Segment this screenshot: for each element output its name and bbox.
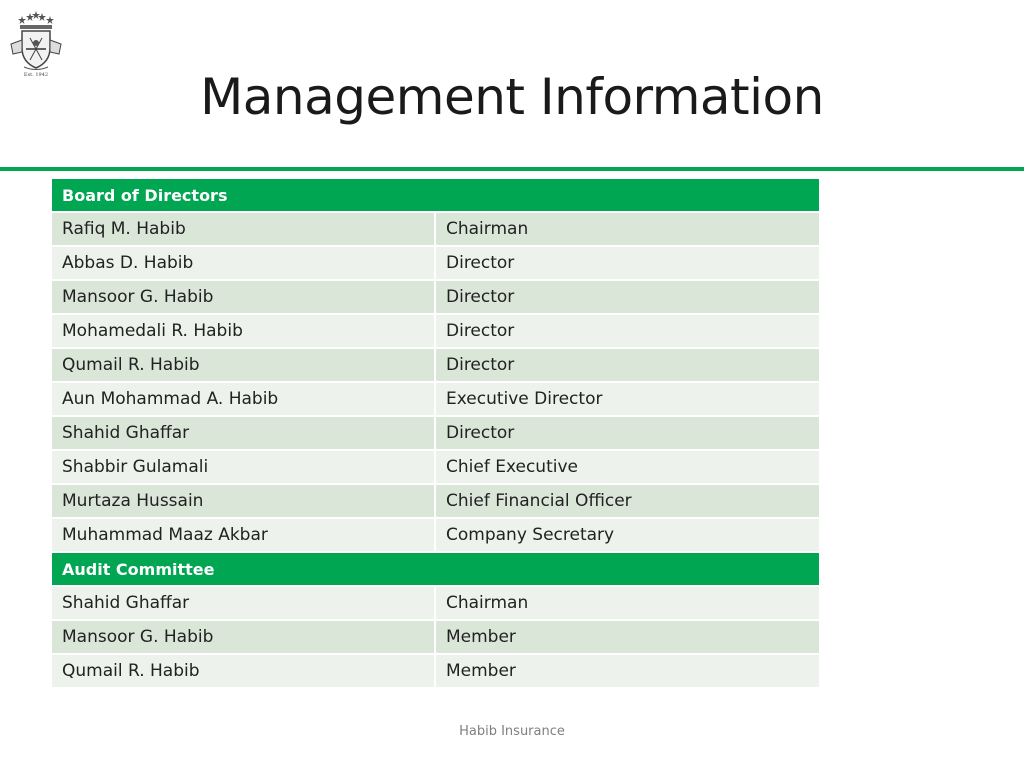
table-row <box>52 485 819 519</box>
section-header-audit <box>52 553 819 587</box>
member-role: Chief Executive <box>436 451 819 485</box>
member-role: Company Secretary <box>436 519 819 553</box>
member-role: Executive Director <box>436 383 819 417</box>
member-name: Shahid Ghaffar <box>52 587 436 621</box>
member-role: Director <box>436 281 819 315</box>
member-name: Mansoor G. Habib <box>52 621 436 655</box>
table-row <box>52 383 819 417</box>
management-table <box>52 179 819 689</box>
table-row <box>52 587 819 621</box>
member-role: Director <box>436 247 819 281</box>
member-name: Qumail R. Habib <box>52 655 436 689</box>
section-heading: Audit Committee <box>52 553 819 587</box>
member-role: Member <box>436 655 819 689</box>
member-role: Member <box>436 621 819 655</box>
page-title: Management Information <box>200 68 824 126</box>
member-name: Mansoor G. Habib <box>52 281 436 315</box>
footer-text: Habib Insurance <box>459 724 565 739</box>
section-heading: Board of Directors <box>52 179 819 213</box>
table-row <box>52 315 819 349</box>
member-role: Chairman <box>436 213 819 247</box>
table-row <box>52 349 819 383</box>
member-role: Director <box>436 315 819 349</box>
member-role: Chief Financial Officer <box>436 485 819 519</box>
table-row <box>52 417 819 451</box>
table-row <box>52 451 819 485</box>
table-row <box>52 519 819 553</box>
member-name: Rafiq M. Habib <box>52 213 436 247</box>
member-name: Abbas D. Habib <box>52 247 436 281</box>
section-header-board <box>52 179 819 213</box>
logo-caption: Est. 1942 <box>23 72 49 78</box>
member-name: Aun Mohammad A. Habib <box>52 383 436 417</box>
member-name: Murtaza Hussain <box>52 485 436 519</box>
table-row <box>52 213 819 247</box>
member-name: Shabbir Gulamali <box>52 451 436 485</box>
member-name: Shahid Ghaffar <box>52 417 436 451</box>
member-role: Chairman <box>436 587 819 621</box>
member-role: Director <box>436 349 819 383</box>
title-divider <box>0 167 1024 171</box>
table-row <box>52 621 819 655</box>
table-row <box>52 655 819 689</box>
table-row <box>52 281 819 315</box>
member-name: Mohamedali R. Habib <box>52 315 436 349</box>
member-name: Qumail R. Habib <box>52 349 436 383</box>
member-role: Director <box>436 417 819 451</box>
member-name: Muhammad Maaz Akbar <box>52 519 436 553</box>
table-row <box>52 247 819 281</box>
